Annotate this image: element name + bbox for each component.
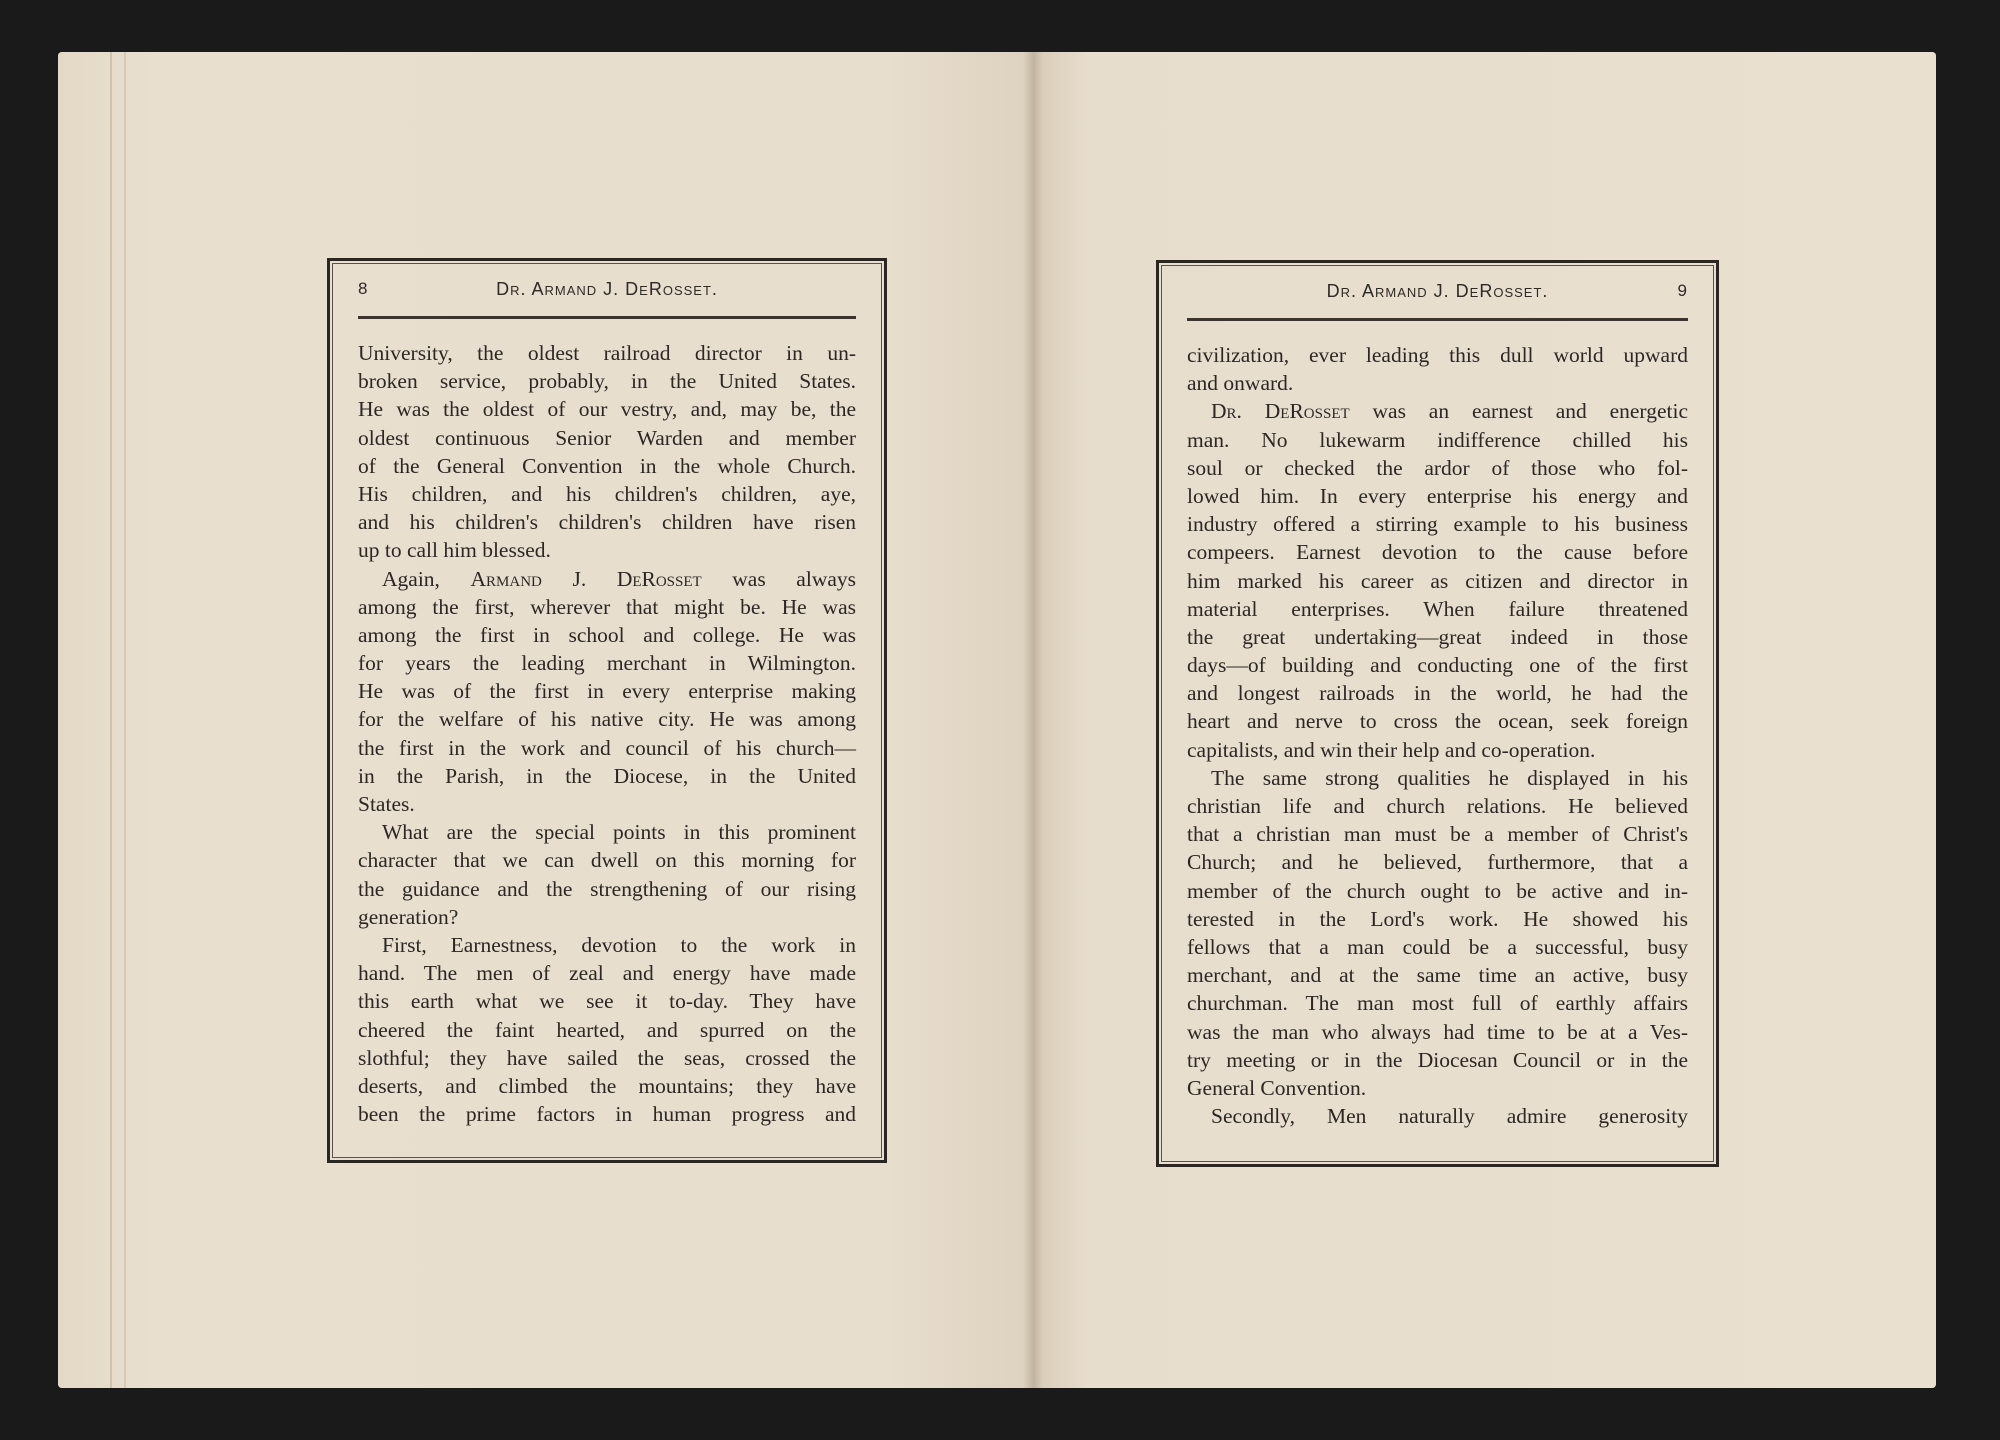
running-header bbox=[358, 279, 856, 303]
page-9-text-frame bbox=[1156, 260, 1719, 1167]
text-segment: churchman. The man most full of earthly affairs bbox=[1187, 991, 1688, 1016]
text-segment: been the prime factors in human progress and bbox=[358, 1102, 856, 1127]
text-line bbox=[1187, 989, 1688, 1017]
text-segment: hand. The men of zeal and energy have made bbox=[358, 961, 856, 986]
text-line bbox=[1187, 736, 1688, 764]
text-segment: him marked his career as citizen and director in bbox=[1187, 568, 1688, 593]
text-line bbox=[1187, 651, 1688, 679]
text-segment: among the first in school and college. He was bbox=[358, 622, 856, 647]
text-line bbox=[1187, 538, 1688, 566]
text-line bbox=[1187, 933, 1688, 961]
text-segment: The same strong qualities he displayed in his bbox=[1211, 765, 1688, 790]
text-segment: and onward. bbox=[1187, 371, 1294, 396]
text-line bbox=[358, 818, 856, 846]
text-line bbox=[358, 959, 856, 987]
text-line bbox=[358, 1016, 856, 1044]
text-segment: Secondly, Men naturally admire generosity bbox=[1211, 1104, 1688, 1129]
header-rule bbox=[358, 316, 856, 319]
text-line bbox=[358, 790, 856, 818]
text-segment: heart and nerve to cross the ocean, seek foreign bbox=[1187, 709, 1688, 734]
text-line bbox=[358, 1044, 856, 1072]
text-segment: was an earnest and energetic bbox=[1349, 399, 1688, 424]
text-line bbox=[358, 480, 856, 508]
text-segment: for years the leading merchant in Wilmington. bbox=[358, 651, 856, 676]
text-line bbox=[358, 705, 856, 733]
text-line bbox=[358, 565, 856, 593]
text-segment: the first in the work and council of his church— bbox=[358, 735, 856, 760]
text-segment: character that we can dwell on this morning for bbox=[358, 848, 856, 873]
text-line bbox=[1187, 397, 1688, 425]
running-head-title: Dr. Armand J. DeRosset. bbox=[496, 279, 718, 299]
text-line bbox=[358, 452, 856, 480]
text-segment: fellows that a man could be a successful, busy bbox=[1187, 934, 1688, 959]
text-line bbox=[1187, 679, 1688, 707]
text-segment: He was the oldest of our vestry, and, may be, the bbox=[358, 397, 856, 422]
text-line bbox=[358, 987, 856, 1015]
text-line bbox=[1187, 454, 1688, 482]
text-line bbox=[358, 875, 856, 903]
text-segment: among the first, wherever that might be. He was bbox=[358, 594, 856, 619]
text-line bbox=[1187, 1046, 1688, 1074]
text-segment: deserts, and climbed the mountains; they have bbox=[358, 1073, 856, 1098]
text-line bbox=[358, 339, 856, 367]
text-line bbox=[358, 593, 856, 621]
text-line bbox=[1187, 482, 1688, 510]
text-segment: J. bbox=[541, 566, 617, 591]
text-segment: His children, and his children's children, aye, bbox=[358, 481, 856, 506]
text-line bbox=[1187, 877, 1688, 905]
text-segment: slothful; they have sailed the seas, crossed the bbox=[358, 1045, 856, 1070]
page-number: 8 bbox=[358, 279, 369, 298]
text-line bbox=[1187, 369, 1688, 397]
text-line bbox=[1187, 905, 1688, 933]
text-segment: merchant, and at the same time an active, busy bbox=[1187, 963, 1688, 988]
text-line bbox=[358, 734, 856, 762]
text-segment: christian life and church relations. He believed bbox=[1187, 794, 1688, 818]
text-segment: First, Earnestness, devotion to the work in bbox=[382, 932, 856, 957]
page-body-text bbox=[1187, 341, 1688, 1130]
text-segment: this earth what we see it to-day. They have bbox=[358, 989, 856, 1014]
text-segment: and longest railroads in the world, he had the bbox=[1187, 681, 1688, 706]
text-line bbox=[1187, 707, 1688, 735]
text-segment: try meeting or in the Diocesan Council or in the bbox=[1187, 1047, 1688, 1072]
text-line bbox=[358, 621, 856, 649]
text-line bbox=[1187, 567, 1688, 595]
running-header bbox=[1187, 281, 1688, 305]
text-line bbox=[358, 649, 856, 677]
text-line bbox=[1187, 341, 1688, 369]
text-segment: was the man who always had time to be at a Ves- bbox=[1187, 1019, 1688, 1044]
page-body-text bbox=[358, 339, 856, 1128]
text-segment: civilization, ever leading this dull world upward bbox=[1187, 343, 1688, 367]
text-line bbox=[1187, 510, 1688, 538]
text-line bbox=[358, 536, 856, 564]
small-caps-name: Dr. DeRosset bbox=[1211, 399, 1350, 424]
text-segment: days—of building and conducting one of the first bbox=[1187, 653, 1688, 678]
text-segment: cheered the faint hearted, and spurred on the bbox=[358, 1017, 856, 1042]
text-segment: Again, bbox=[382, 566, 471, 591]
text-line bbox=[358, 1100, 856, 1128]
text-line bbox=[1187, 820, 1688, 848]
header-rule bbox=[1187, 318, 1688, 321]
text-line bbox=[1187, 1018, 1688, 1046]
text-segment: the guidance and the strengthening of our rising bbox=[358, 876, 856, 901]
text-segment: the great undertaking—great indeed in those bbox=[1187, 624, 1688, 649]
small-caps-name: DeRosset bbox=[616, 566, 702, 591]
text-line bbox=[1187, 1102, 1688, 1130]
text-line bbox=[358, 395, 856, 423]
text-segment: Church; and he believed, furthermore, that a bbox=[1187, 850, 1688, 875]
text-line bbox=[358, 367, 856, 395]
text-segment: broken service, probably, in the United States. bbox=[358, 369, 856, 394]
text-line bbox=[358, 1072, 856, 1100]
text-segment: industry offered a stirring example to his business bbox=[1187, 512, 1688, 537]
book-gutter bbox=[1023, 52, 1043, 1388]
text-segment: material enterprises. When failure threatened bbox=[1187, 596, 1688, 621]
running-head-title: Dr. Armand J. DeRosset. bbox=[1326, 281, 1549, 301]
text-segment: He was of the first in every enterprise making bbox=[358, 679, 856, 704]
text-segment: of the General Convention in the whole Church. bbox=[358, 453, 856, 478]
text-segment: was always bbox=[701, 566, 857, 591]
page-8-text-frame bbox=[327, 258, 887, 1163]
text-line bbox=[1187, 595, 1688, 623]
text-line bbox=[1187, 426, 1688, 454]
text-line bbox=[358, 508, 856, 536]
text-line bbox=[1187, 792, 1688, 820]
text-segment: capitalists, and win their help and co-operation. bbox=[1187, 737, 1596, 762]
text-segment: compeers. Earnest devotion to the cause before bbox=[1187, 540, 1688, 565]
text-segment: generation? bbox=[358, 904, 459, 929]
text-line bbox=[358, 903, 856, 931]
text-line bbox=[1187, 848, 1688, 876]
text-line bbox=[358, 931, 856, 959]
text-segment: in the Parish, in the Diocese, in the United bbox=[358, 763, 856, 788]
text-line bbox=[358, 677, 856, 705]
text-segment: and his children's children's children have risen bbox=[358, 510, 856, 535]
small-caps-name: Armand bbox=[470, 566, 542, 591]
text-segment: University, the oldest railroad director in un- bbox=[358, 341, 856, 365]
text-line bbox=[1187, 961, 1688, 989]
text-line bbox=[1187, 764, 1688, 792]
text-line bbox=[358, 424, 856, 452]
text-line bbox=[358, 762, 856, 790]
text-line bbox=[1187, 1074, 1688, 1102]
text-segment: terested in the Lord's work. He showed his bbox=[1187, 906, 1688, 931]
text-line bbox=[1187, 623, 1688, 651]
text-segment: soul or checked the ardor of those who fol- bbox=[1187, 455, 1688, 480]
page-edge bbox=[110, 52, 112, 1388]
page-edge bbox=[124, 52, 126, 1388]
text-segment: up to call him blessed. bbox=[358, 538, 551, 563]
text-segment: man. No lukewarm indifference chilled his bbox=[1187, 427, 1688, 452]
text-segment: States. bbox=[358, 792, 415, 816]
text-segment: lowed him. In every enterprise his energy and bbox=[1187, 483, 1688, 508]
page-number: 9 bbox=[1677, 281, 1688, 300]
text-line bbox=[358, 846, 856, 874]
text-segment: for the welfare of his native city. He was among bbox=[358, 707, 856, 732]
text-segment: What are the special points in this prominent bbox=[382, 820, 856, 845]
text-segment: oldest continuous Senior Warden and member bbox=[358, 425, 856, 450]
text-segment: member of the church ought to be active and in- bbox=[1187, 878, 1688, 903]
text-segment: that a christian man must be a member of Christ's bbox=[1187, 822, 1688, 847]
text-segment: General Convention. bbox=[1187, 1075, 1367, 1100]
